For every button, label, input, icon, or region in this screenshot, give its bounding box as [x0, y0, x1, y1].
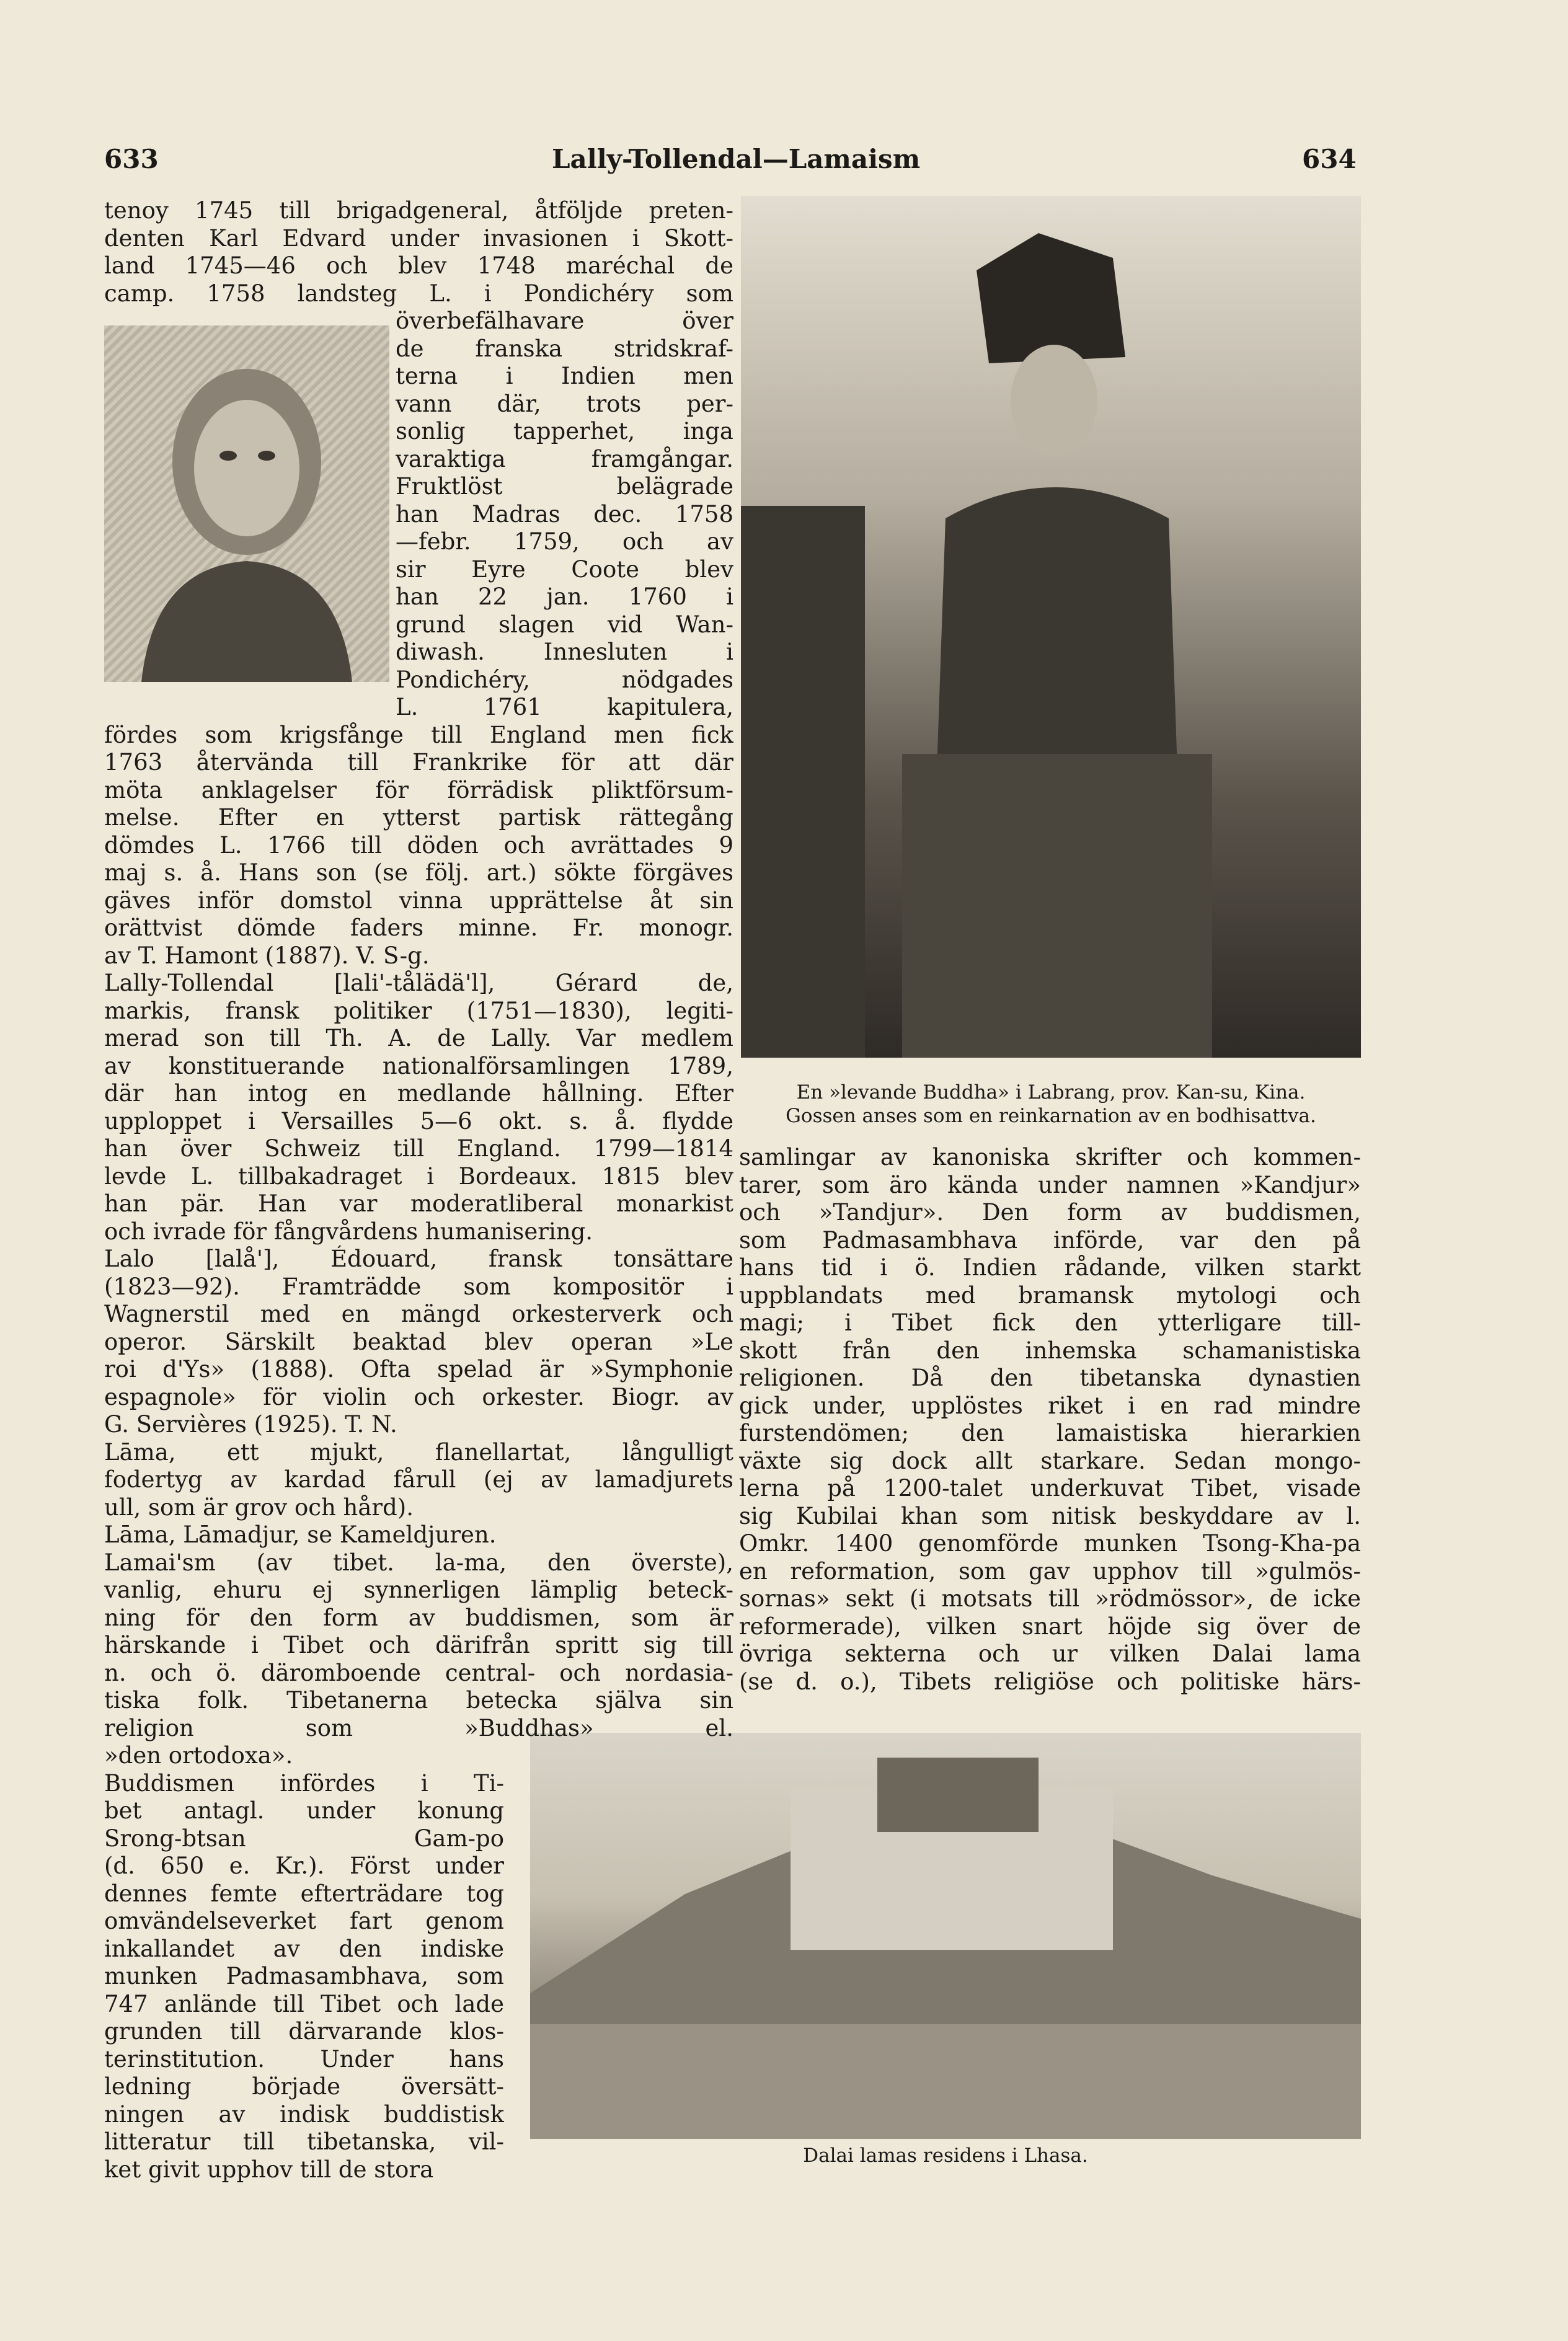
- text-line: gick under, upplöstes riket i en rad mindre: [739, 1392, 1361, 1419]
- text-line: och »Tandjur». Den form av buddismen,: [739, 1199, 1361, 1226]
- text-line: växte sig dock allt starkare. Sedan mongo-: [739, 1447, 1361, 1474]
- lhasa-palace-photo: [530, 1733, 1361, 2139]
- text-line: (d. 650 e. Kr.). Först under: [104, 1852, 504, 1879]
- text-line: diwash. Innesluten i: [396, 639, 733, 665]
- text-line: magi; i Tibet fick den ytterligare till-: [739, 1309, 1361, 1336]
- text-line: ket givit upphov till de stora: [104, 2156, 434, 2183]
- text-line: härskande i Tibet och därifrån spritt sig till: [104, 1632, 733, 1658]
- text-line: Buddismen infördes i Ti-: [104, 1769, 504, 1797]
- text-line: litteratur till tibetanska, vil-: [104, 2128, 504, 2155]
- text-line: Srong-btsan Gam-po: [104, 1825, 504, 1852]
- text-line: n. och ö. däromboende central- och nordasia-: [104, 1659, 733, 1686]
- text-line: furstendömen; den lamaistiska hierarkien: [739, 1420, 1361, 1446]
- text-line: han pär. Han var moderatliberal monarkist: [104, 1190, 733, 1217]
- text-line: Lāma, ett mjukt, flanellartat, långulligt: [104, 1438, 733, 1466]
- text-line: upploppet i Versailles 5—6 okt. s. å. flydde: [104, 1107, 733, 1135]
- text-line: där han intog en medlande hållning. Efter: [104, 1080, 733, 1107]
- text-line: vann där, trots per-: [396, 390, 733, 417]
- buddha-caption-line2: Gossen anses som en reinkarnation av en bodhisattva.: [786, 1105, 1316, 1127]
- text-line: de franska stridskraf-: [396, 335, 733, 362]
- lhasa-caption: Dalai lamas residens i Lhasa.: [803, 2144, 1088, 2167]
- text-line: Omkr. 1400 genomförde munken Tsong-Kha-pa: [739, 1530, 1361, 1557]
- text-line: av T. Hamont (1887). V. S-g.: [104, 942, 430, 969]
- text-line: Wagnerstil med en mängd orkesterverk och: [104, 1301, 733, 1327]
- text-line: Lalo [lalå'], Édouard, fransk tonsättare: [104, 1246, 733, 1272]
- text-line: levde L. tillbakadraget i Bordeaux. 1815 blev: [104, 1162, 733, 1190]
- text-line: markis, fransk politiker (1751—1830), legiti-: [104, 997, 733, 1024]
- text-line: sonlig tapperhet, inga: [396, 418, 733, 445]
- text-line: hans tid i ö. Indien rådande, vilken starkt: [739, 1254, 1361, 1281]
- text-line: Lāma, Lāmadjur, se Kameldjuren.: [104, 1521, 497, 1548]
- text-line: grunden till därvarande klos-: [104, 2018, 504, 2045]
- text-line: tarer, som äro kända under namnen »Kandjur»: [739, 1171, 1361, 1198]
- text-line: tiska folk. Tibetanerna betecka själva sin: [104, 1687, 733, 1714]
- text-line: tenoy 1745 till brigadgeneral, åtföljde preten-: [104, 197, 733, 224]
- text-line: sig Kubilai khan som nitisk beskyddare av l.: [739, 1502, 1361, 1529]
- text-line: lerna på 1200-talet underkuvat Tibet, visade: [739, 1475, 1361, 1502]
- text-line: ledning började översätt-: [104, 2073, 504, 2100]
- text-line: omvändelseverket fart genom: [104, 1908, 504, 1934]
- text-line: orättvist dömde faders minne. Fr. monogr.: [104, 914, 733, 941]
- text-line: och ivrade för fångvårdens humanisering.: [104, 1218, 593, 1245]
- text-line: munken Padmasambhava, som: [104, 1963, 504, 1989]
- text-line: överbefälhavare över: [396, 308, 733, 334]
- text-line: bet antagl. under konung: [104, 1797, 504, 1824]
- text-line: gäves inför domstol vinna upprättelse åt sin: [104, 887, 733, 914]
- text-line: fodertyg av kardad fårull (ej av lamadjurets: [104, 1466, 733, 1493]
- text-line: ull, som är grov och hård).: [104, 1494, 414, 1521]
- text-line: terna i Indien men: [396, 363, 733, 389]
- text-line: religion som »Buddhas» el.: [104, 1714, 733, 1741]
- living-buddha-photo: [741, 196, 1361, 1058]
- text-line: samlingar av kanoniska skrifter och kommen-: [739, 1144, 1361, 1170]
- text-line: Lamai'sm (av tibet. la-ma, den överste),: [104, 1549, 733, 1576]
- text-line: övriga sekterna och ur vilken Dalai lama: [739, 1640, 1361, 1667]
- text-line: religionen. Då den tibetanska dynastien: [739, 1365, 1361, 1391]
- text-line: roi d'Ys» (1888). Ofta spelad är »Symphonie: [104, 1356, 733, 1383]
- page-number-right: 634: [1302, 144, 1357, 174]
- text-line: L. 1761 kapitulera,: [396, 694, 733, 720]
- text-line: av konstituerande nationalförsamlingen 1789,: [104, 1052, 733, 1079]
- text-line: en reformation, som gav upphov till »gulmös-: [739, 1557, 1361, 1585]
- text-line: ning för den form av buddismen, som är: [104, 1604, 733, 1631]
- text-line: möta anklagelser för förrädisk pliktförsum-: [104, 776, 733, 803]
- page-title: Lally-Tollendal—Lamaism: [552, 144, 921, 174]
- text-line: skott från den inhemska schamanistiska: [739, 1337, 1361, 1364]
- text-line: Lally-Tollendal [lali'-tålädä'l], Gérard de,: [104, 970, 733, 996]
- text-line: uppblandats med bramansk mytologi och: [739, 1281, 1361, 1309]
- text-line: han Madras dec. 1758: [396, 500, 733, 528]
- text-line: som Padmasambhava införde, var den på: [739, 1226, 1361, 1254]
- text-line: operor. Särskilt beaktad blev operan »Le: [104, 1328, 733, 1355]
- text-line: reformerade), vilken snart höjde sig över de: [739, 1613, 1361, 1640]
- text-line: sornas» sekt (i motsats till »rödmössor», de icke: [739, 1585, 1361, 1612]
- text-line: (se d. o.), Tibets religiöse och politiske härs-: [739, 1668, 1361, 1695]
- text-line: (1823—92). Framträdde som kompositör i: [104, 1273, 733, 1300]
- buddha-caption-line1: En »levande Buddha» i Labrang, prov. Kan-su, Kina.: [796, 1081, 1306, 1104]
- text-line: »den ortodoxa».: [104, 1742, 293, 1769]
- text-line: vanlig, ehuru ej synnerligen lämplig beteck-: [104, 1577, 733, 1603]
- text-line: Pondichéry, nödgades: [396, 666, 733, 693]
- text-line: melse. Efter en ytterst partisk rättegång: [104, 804, 733, 831]
- text-line: espagnole» för violin och orkester. Biogr. av: [104, 1383, 733, 1410]
- text-line: han 22 jan. 1760 i: [396, 583, 733, 610]
- text-line: 747 anlände till Tibet och lade: [104, 1990, 504, 2017]
- text-line: han över Schweiz till England. 1799—1814: [104, 1135, 733, 1162]
- page-number-left: 633: [104, 144, 159, 174]
- text-line: G. Servières (1925). T. N.: [104, 1411, 397, 1438]
- text-line: fördes som krigsfånge till England men fick: [104, 721, 733, 748]
- text-line: inkallandet av den indiske: [104, 1935, 504, 1962]
- text-line: dennes femte efterträdare tog: [104, 1880, 504, 1907]
- text-line: camp. 1758 landsteg L. i Pondichéry som: [104, 280, 733, 307]
- text-line: varaktiga framgångar.: [396, 445, 733, 472]
- text-line: dömdes L. 1766 till döden och avrättades 9: [104, 831, 733, 859]
- portrait-image: [104, 325, 389, 682]
- text-line: —febr. 1759, och av: [396, 528, 733, 555]
- text-line: Fruktlöst belägrade: [396, 473, 733, 500]
- text-line: denten Karl Edvard under invasionen i Skott-: [104, 224, 733, 252]
- text-line: 1763 återvända till Frankrike för att där: [104, 749, 733, 776]
- text-line: merad son till Th. A. de Lally. Var medlem: [104, 1025, 733, 1051]
- text-line: ningen av indisk buddistisk: [104, 2100, 504, 2128]
- text-line: land 1745—46 och blev 1748 maréchal de: [104, 252, 733, 279]
- text-line: terinstitution. Under hans: [104, 2045, 504, 2073]
- text-line: sir Eyre Coote blev: [396, 555, 733, 583]
- text-line: maj s. å. Hans son (se följ. art.) sökte förgäves: [104, 859, 733, 886]
- text-line: grund slagen vid Wan-: [396, 611, 733, 638]
